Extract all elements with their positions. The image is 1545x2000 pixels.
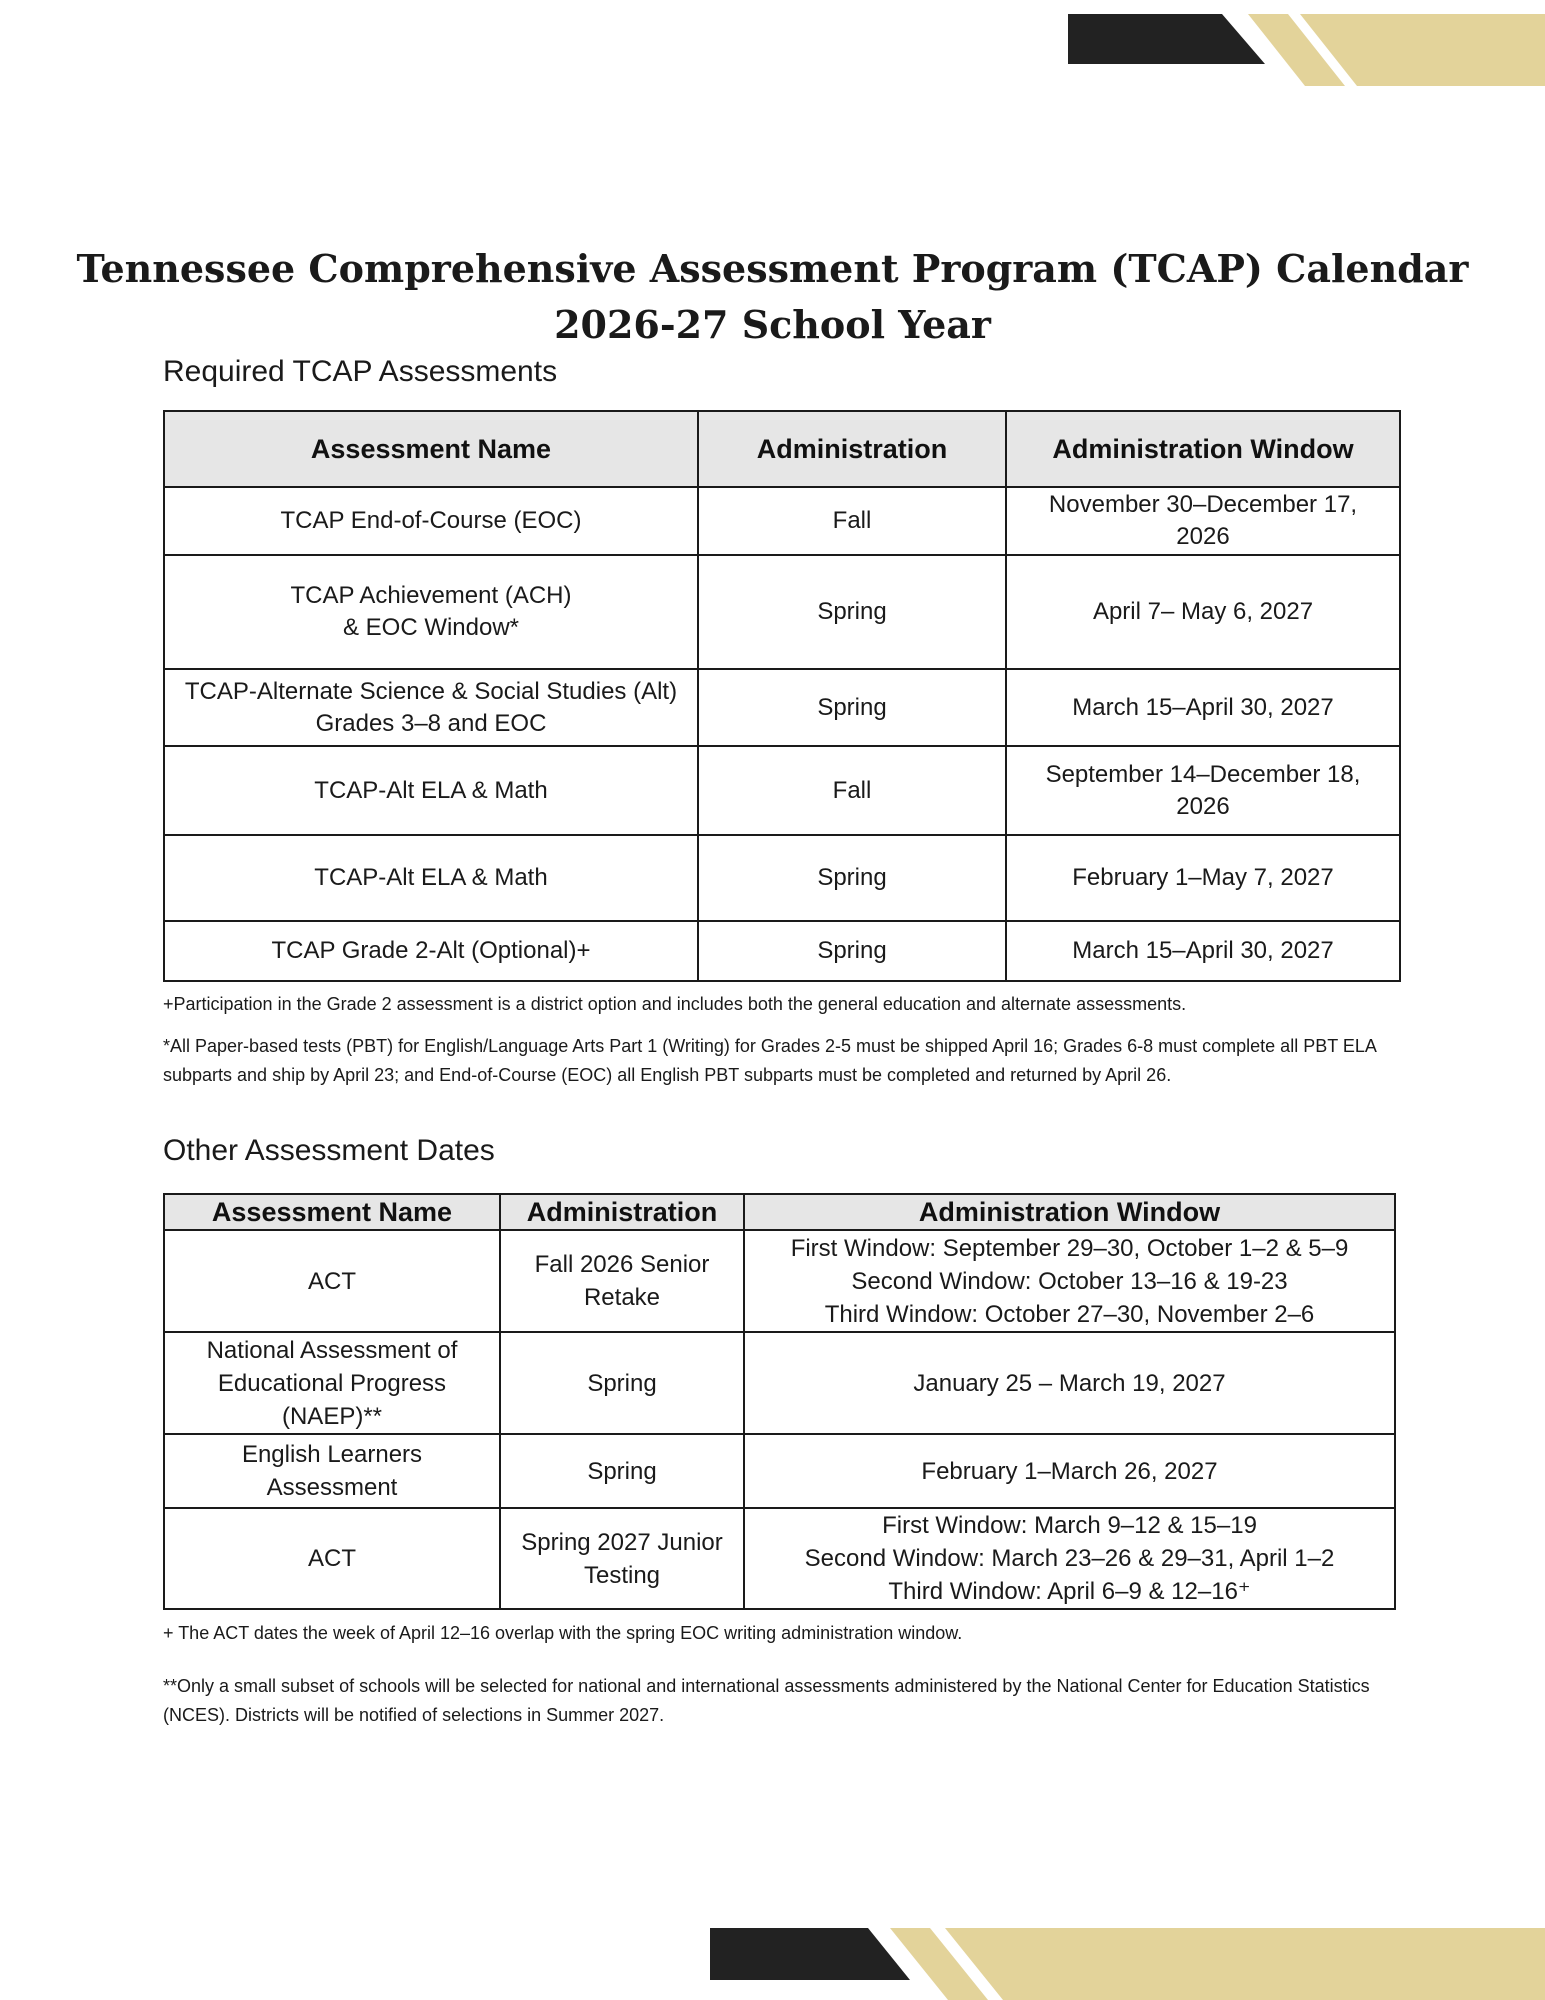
footnote-pbt-shipping: *All Paper-based tests (PBT) for English/Language Arts Part 1 (Writing) for Grades 2-5 must be shipped April 16; Grades 6-8 must complete all PBT ELA subparts and ship by April 23; and End-of-Course (EOC) all English PBT subparts must be completed and returned by April 26. bbox=[163, 1036, 1376, 1085]
table-row bbox=[164, 835, 1400, 921]
administration-cell: Spring bbox=[698, 921, 1006, 981]
table-row bbox=[164, 1332, 1395, 1434]
table-row bbox=[164, 487, 1400, 555]
bottom-corner-stripes bbox=[710, 1928, 1545, 2000]
table-row bbox=[164, 669, 1400, 746]
column-header: Administration Window bbox=[1006, 411, 1400, 487]
administration-cell: Spring 2027 Junior Testing bbox=[500, 1508, 744, 1609]
footnote-grade2: +Participation in the Grade 2 assessment is a district option and includes both the general education and alternate assessments. bbox=[163, 994, 1187, 1014]
table-row bbox=[164, 555, 1400, 669]
column-header: Administration bbox=[500, 1194, 744, 1230]
table-row bbox=[164, 1508, 1395, 1609]
administration-cell: Fall 2026 Senior Retake bbox=[500, 1230, 744, 1332]
required-section-heading: Required TCAP Assessments bbox=[163, 355, 558, 388]
required-assessments-table bbox=[163, 410, 1401, 982]
window-cell: April 7– May 6, 2027 bbox=[1006, 555, 1400, 669]
assessment-name-cell: ACT bbox=[164, 1508, 500, 1609]
other-section-heading: Other Assessment Dates bbox=[163, 1134, 495, 1167]
table-row bbox=[164, 921, 1400, 981]
page-title: Tennessee Comprehensive Assessment Program (TCAP) Calendar bbox=[76, 246, 1469, 291]
column-header: Assessment Name bbox=[164, 1194, 500, 1230]
window-cell: February 1–May 7, 2027 bbox=[1006, 835, 1400, 921]
window-cell: February 1–March 26, 2027 bbox=[744, 1434, 1395, 1508]
assessment-name-cell: TCAP Achievement (ACH) & EOC Window* bbox=[164, 555, 698, 669]
window-cell: September 14–December 18, 2026 bbox=[1006, 746, 1400, 835]
assessment-name-cell: English Learners Assessment bbox=[164, 1434, 500, 1508]
assessment-name-cell: TCAP End-of-Course (EOC) bbox=[164, 487, 698, 555]
assessment-name-cell: TCAP-Alt ELA & Math bbox=[164, 835, 698, 921]
other-assessments-table bbox=[163, 1193, 1396, 1610]
window-cell: March 15–April 30, 2027 bbox=[1006, 921, 1400, 981]
page-subtitle: 2026-27 School Year bbox=[554, 302, 991, 347]
administration-cell: Spring bbox=[698, 555, 1006, 669]
table-header-row bbox=[164, 411, 1400, 487]
assessment-name-cell: TCAP-Alternate Science & Social Studies (Alt) Grades 3–8 and EOC bbox=[164, 669, 698, 746]
administration-cell: Fall bbox=[698, 746, 1006, 835]
footnote-naep-selection: **Only a small subset of schools will be selected for national and international assessments administered by the National Center for Education Statistics (NCES). Districts will be notified of selections in Summer 2027. bbox=[163, 1676, 1370, 1725]
window-cell: January 25 – March 19, 2027 bbox=[744, 1332, 1395, 1434]
administration-cell: Spring bbox=[698, 835, 1006, 921]
window-cell: November 30–December 17, 2026 bbox=[1006, 487, 1400, 555]
assessment-name-cell: ACT bbox=[164, 1230, 500, 1332]
administration-cell: Spring bbox=[698, 669, 1006, 746]
column-header: Assessment Name bbox=[164, 411, 698, 487]
assessment-name-cell: National Assessment of Educational Progress (NAEP)** bbox=[164, 1332, 500, 1434]
footnote-act-overlap: + The ACT dates the week of April 12–16 overlap with the spring EOC writing administration window. bbox=[163, 1623, 963, 1643]
table-header-row bbox=[164, 1194, 1395, 1230]
table-row bbox=[164, 1434, 1395, 1508]
window-cell: March 15–April 30, 2027 bbox=[1006, 669, 1400, 746]
administration-cell: Spring bbox=[500, 1332, 744, 1434]
table-row bbox=[164, 746, 1400, 835]
column-header: Administration Window bbox=[744, 1194, 1395, 1230]
assessment-name-cell: TCAP Grade 2-Alt (Optional)+ bbox=[164, 921, 698, 981]
table-row bbox=[164, 1230, 1395, 1332]
column-header: Administration bbox=[698, 411, 1006, 487]
administration-cell: Fall bbox=[698, 487, 1006, 555]
window-cell: First Window: September 29–30, October 1–2 & 5–9 Second Window: October 13–16 & 19-23 Third Window: October 27–30, November 2–6 bbox=[744, 1230, 1395, 1332]
top-corner-stripes bbox=[1068, 14, 1545, 86]
assessment-name-cell: TCAP-Alt ELA & Math bbox=[164, 746, 698, 835]
administration-cell: Spring bbox=[500, 1434, 744, 1508]
window-cell: First Window: March 9–12 & 15–19 Second Window: March 23–26 & 29–31, April 1–2 Third Window: April 6–9 & 12–16⁺ bbox=[744, 1508, 1395, 1609]
